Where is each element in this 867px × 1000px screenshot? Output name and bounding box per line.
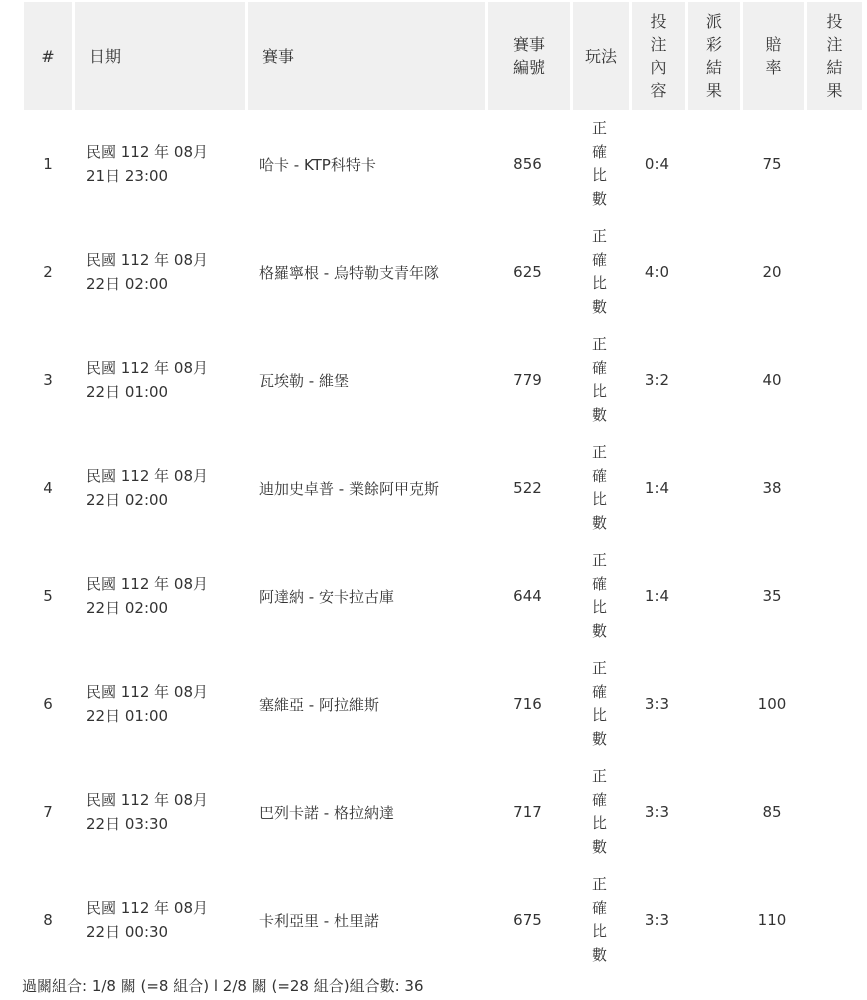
col-header-content: 投 注 內 容 — [629, 2, 685, 110]
row-content: 4:0 — [644, 263, 670, 281]
row-payout — [685, 650, 740, 758]
table-row — [24, 434, 862, 542]
row-type: 正 確 比 數 — [591, 551, 607, 640]
table-body — [24, 110, 862, 974]
row-date: 民國 112 年 08月 22日 01:00 — [86, 683, 209, 725]
row-payout — [685, 542, 740, 650]
table-row — [24, 218, 862, 326]
col-header-result: 投 注 結 果 — [804, 2, 862, 110]
row-index: 4 — [43, 479, 53, 497]
row-result — [804, 326, 862, 434]
row-content: 3:3 — [644, 803, 670, 821]
table-row — [24, 866, 862, 974]
row-match: 格羅寧根 - 烏特勒支青年隊 — [259, 263, 439, 282]
row-odds: 100 — [757, 695, 787, 713]
row-match: 塞維亞 - 阿拉維斯 — [259, 695, 379, 714]
row-content: 0:4 — [644, 155, 670, 173]
row-code: 644 — [513, 587, 542, 605]
row-payout — [685, 326, 740, 434]
row-match: 瓦埃勒 - 維堡 — [259, 371, 349, 390]
row-content: 3:3 — [644, 911, 670, 929]
col-header-odds: 賠 率 — [740, 2, 804, 110]
row-content: 3:3 — [644, 695, 670, 713]
row-odds: 20 — [762, 263, 782, 281]
row-result — [804, 650, 862, 758]
parlay-summary: 過關組合: 1/8 關 (=8 組合) l 2/8 關 (=28 組合)組合數: 36 — [22, 977, 424, 995]
col-header-index: # — [24, 2, 72, 110]
row-match: 迪加史卓普 - 業餘阿甲克斯 — [259, 479, 439, 498]
row-type: 正 確 比 數 — [591, 335, 607, 424]
row-payout — [685, 218, 740, 326]
row-result — [804, 542, 862, 650]
header-row — [24, 2, 862, 110]
row-odds: 85 — [762, 803, 782, 821]
row-type: 正 確 比 數 — [591, 659, 607, 748]
row-type: 正 確 比 數 — [591, 227, 607, 316]
row-payout — [685, 434, 740, 542]
row-result — [804, 758, 862, 866]
table-header — [24, 2, 862, 110]
row-content: 1:4 — [644, 479, 670, 497]
row-index: 7 — [43, 803, 53, 821]
col-header-match: 賽事 — [245, 2, 485, 110]
row-type: 正 確 比 數 — [591, 767, 607, 856]
row-index: 6 — [43, 695, 53, 713]
row-match: 卡利亞里 - 杜里諾 — [259, 911, 379, 930]
row-match: 阿達納 - 安卡拉古庫 — [259, 587, 394, 606]
row-date: 民國 112 年 08月 21日 23:00 — [86, 143, 209, 185]
row-odds: 40 — [762, 371, 782, 389]
row-code: 717 — [513, 803, 542, 821]
row-code: 779 — [513, 371, 542, 389]
row-payout — [685, 758, 740, 866]
row-result — [804, 218, 862, 326]
row-content: 3:2 — [644, 371, 670, 389]
row-type: 正 確 比 數 — [591, 119, 607, 208]
col-header-code: 賽事 編號 — [485, 2, 570, 110]
row-date: 民國 112 年 08月 22日 02:00 — [86, 467, 209, 509]
row-type: 正 確 比 數 — [591, 875, 607, 964]
row-result — [804, 866, 862, 974]
bet-slip-table — [24, 2, 862, 974]
row-index: 8 — [43, 911, 53, 929]
row-date: 民國 112 年 08月 22日 00:30 — [86, 899, 209, 941]
row-type: 正 確 比 數 — [591, 443, 607, 532]
row-content: 1:4 — [644, 587, 670, 605]
row-index: 1 — [43, 155, 53, 173]
row-payout — [685, 866, 740, 974]
col-header-date: 日期 — [72, 2, 245, 110]
row-code: 522 — [513, 479, 542, 497]
row-date: 民國 112 年 08月 22日 03:30 — [86, 791, 209, 833]
col-header-payout: 派 彩 結 果 — [685, 2, 740, 110]
row-odds: 38 — [762, 479, 782, 497]
row-date: 民國 112 年 08月 22日 02:00 — [86, 251, 209, 293]
row-code: 716 — [513, 695, 542, 713]
table-row — [24, 758, 862, 866]
row-index: 5 — [43, 587, 53, 605]
row-odds: 35 — [762, 587, 782, 605]
row-date: 民國 112 年 08月 22日 01:00 — [86, 359, 209, 401]
table-row — [24, 542, 862, 650]
row-match: 巴列卡諾 - 格拉納達 — [259, 803, 394, 822]
row-match: 哈卡 - KTP科特卡 — [259, 155, 376, 174]
row-code: 625 — [513, 263, 542, 281]
row-index: 2 — [43, 263, 53, 281]
col-header-type: 玩法 — [570, 2, 629, 110]
row-date: 民國 112 年 08月 22日 02:00 — [86, 575, 209, 617]
row-code: 675 — [513, 911, 542, 929]
table-row — [24, 650, 862, 758]
row-odds: 110 — [757, 911, 787, 929]
table-row — [24, 110, 862, 218]
row-odds: 75 — [762, 155, 782, 173]
row-code: 856 — [513, 155, 542, 173]
row-result — [804, 434, 862, 542]
row-result — [804, 110, 862, 218]
row-index: 3 — [43, 371, 53, 389]
table-row — [24, 326, 862, 434]
row-payout — [685, 110, 740, 218]
